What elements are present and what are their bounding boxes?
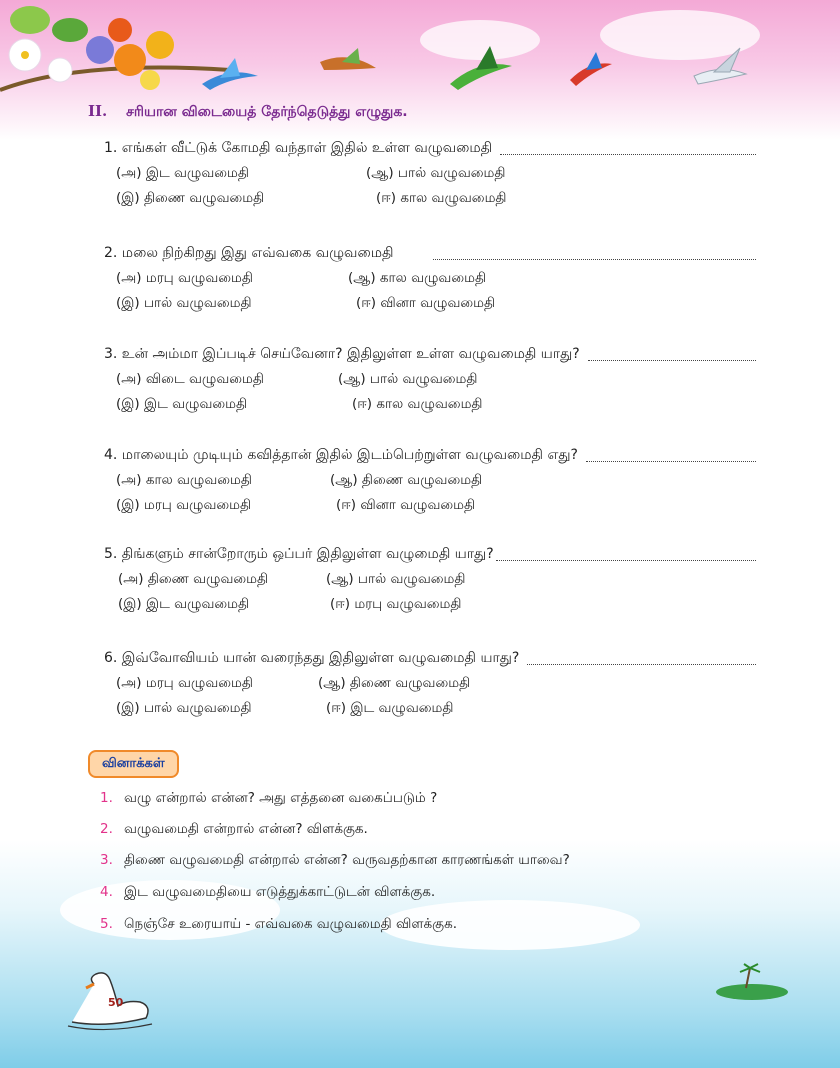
exercise-number: 4.: [100, 884, 113, 900]
question-text: 4. மாலையும் முடியும் கவித்தான் இதில் இடம்பெற்றுள்ள வழுவமைதி எது?: [104, 447, 578, 463]
island-icon: [712, 962, 792, 1002]
option-c: (இ) மரபு வழுவமைதி: [116, 497, 252, 513]
question-text: 5. திங்களும் சான்றோரும் ஒப்பர் இதிலுள்ள வழுமைதி யாது?: [104, 546, 494, 562]
answer-blank[interactable]: [433, 248, 756, 260]
sea-background: [0, 840, 840, 1068]
question-text: 3. உன் அம்மா இப்படிச் செய்வேனா? இதிலுள்ள உள்ள வழுவமைதி யாது?: [104, 346, 580, 362]
exercise-number: 2.: [100, 821, 113, 837]
section-number: II.: [88, 102, 108, 120]
page-number: 50: [108, 996, 124, 1009]
exercise-number: 1.: [100, 790, 113, 806]
answer-blank[interactable]: [527, 653, 756, 665]
option-b: (ஆ) பால் வழுவமைதி: [338, 371, 478, 387]
exercise-number: 3.: [100, 852, 113, 868]
exercise-text: வழுவமைதி என்றால் என்ன? விளக்குக.: [124, 821, 368, 837]
question-text: 6. இவ்வோவியம் யான் வரைந்தது இதிலுள்ள வழுவமைதி யாது?: [104, 650, 520, 666]
exercise-text: வழு என்றால் என்ன? அது எத்தனை வகைப்படும் ?: [124, 790, 438, 806]
option-d: (ஈ) கால வழுவமைதி: [376, 190, 507, 206]
option-a: (அ) விடை வழுவமைதி: [116, 371, 264, 387]
question-5: [104, 546, 756, 614]
bird-icon: [566, 50, 616, 90]
option-b: (ஆ) பால் வழுவமைதி: [366, 165, 506, 181]
exercise-item: [100, 852, 570, 870]
answer-blank[interactable]: [588, 349, 756, 361]
exercise-item: [100, 884, 435, 902]
bird-icon: [446, 44, 516, 94]
option-b: (ஆ) திணை வழுவமைதி: [318, 675, 471, 691]
option-d: (ஈ) வினா வழுவமைதி: [336, 497, 476, 513]
section-title: சரியான விடையைத் தேர்ந்தெடுத்து எழுதுக.: [126, 104, 408, 120]
option-a: (அ) இட வழுவமைதி: [116, 165, 249, 181]
question-6: [104, 650, 756, 718]
exercise-text: இட வழுவமைதியை எடுத்துக்காட்டுடன் விளக்குக.: [124, 884, 436, 900]
option-a: (அ) மரபு வழுவமைதி: [116, 270, 253, 286]
option-a: (அ) மரபு வழுவமைதி: [116, 675, 253, 691]
option-c: (இ) பால் வழுவமைதி: [116, 700, 252, 716]
exercise-item: [100, 790, 437, 808]
question-text: 2. மலை நிற்கிறது இது எவ்வகை வழுவமைதி: [104, 245, 394, 261]
option-c: (இ) பால் வழுவமைதி: [116, 295, 252, 311]
bird-icon: [690, 46, 750, 92]
exercise-item: [100, 821, 368, 839]
option-b: (ஆ) திணை வழுவமைதி: [330, 472, 483, 488]
exercise-number: 5.: [100, 916, 113, 932]
answer-blank[interactable]: [500, 143, 756, 155]
question-4: [104, 447, 756, 515]
bird-icon: [200, 56, 260, 96]
exercise-item: [100, 916, 457, 934]
option-a: (அ) கால வழுவமைதி: [116, 472, 252, 488]
answer-blank[interactable]: [496, 549, 756, 561]
question-1: [104, 140, 756, 208]
option-b: (ஆ) கால வழுவமைதி: [348, 270, 487, 286]
answer-blank[interactable]: [586, 450, 756, 462]
option-b: (ஆ) பால் வழுவமைதி: [326, 571, 466, 587]
exercises-heading: வினாக்கள்: [88, 750, 179, 778]
option-d: (ஈ) இட வழுவமைதி: [326, 700, 454, 716]
option-d: (ஈ) மரபு வழுவமைதி: [330, 596, 462, 612]
question-text: 1. எங்கள் வீட்டுக் கோமதி வந்தாள் இதில் உள்ள வழுவமைதி: [104, 140, 493, 156]
bird-icon: [318, 44, 378, 84]
exercise-text: திணை வழுவமைதி என்றால் என்ன? வருவதற்கான காரணங்கள் யாவை?: [124, 852, 570, 868]
option-c: (இ) திணை வழுவமைதி: [116, 190, 265, 206]
option-a: (அ) திணை வழுவமைதி: [118, 571, 269, 587]
option-c: (இ) இட வழுவமைதி: [116, 396, 248, 412]
option-d: (ஈ) வினா வழுவமைதி: [356, 295, 496, 311]
question-3: [104, 346, 756, 414]
option-c: (இ) இட வழுவமைதி: [118, 596, 250, 612]
section-heading: [88, 102, 408, 122]
question-2: [104, 245, 756, 313]
exercise-text: நெஞ்சே உரையாய் - எவ்வகை வழுவமைதி விளக்குக.: [124, 916, 458, 932]
option-d: (ஈ) கால வழுவமைதி: [352, 396, 483, 412]
